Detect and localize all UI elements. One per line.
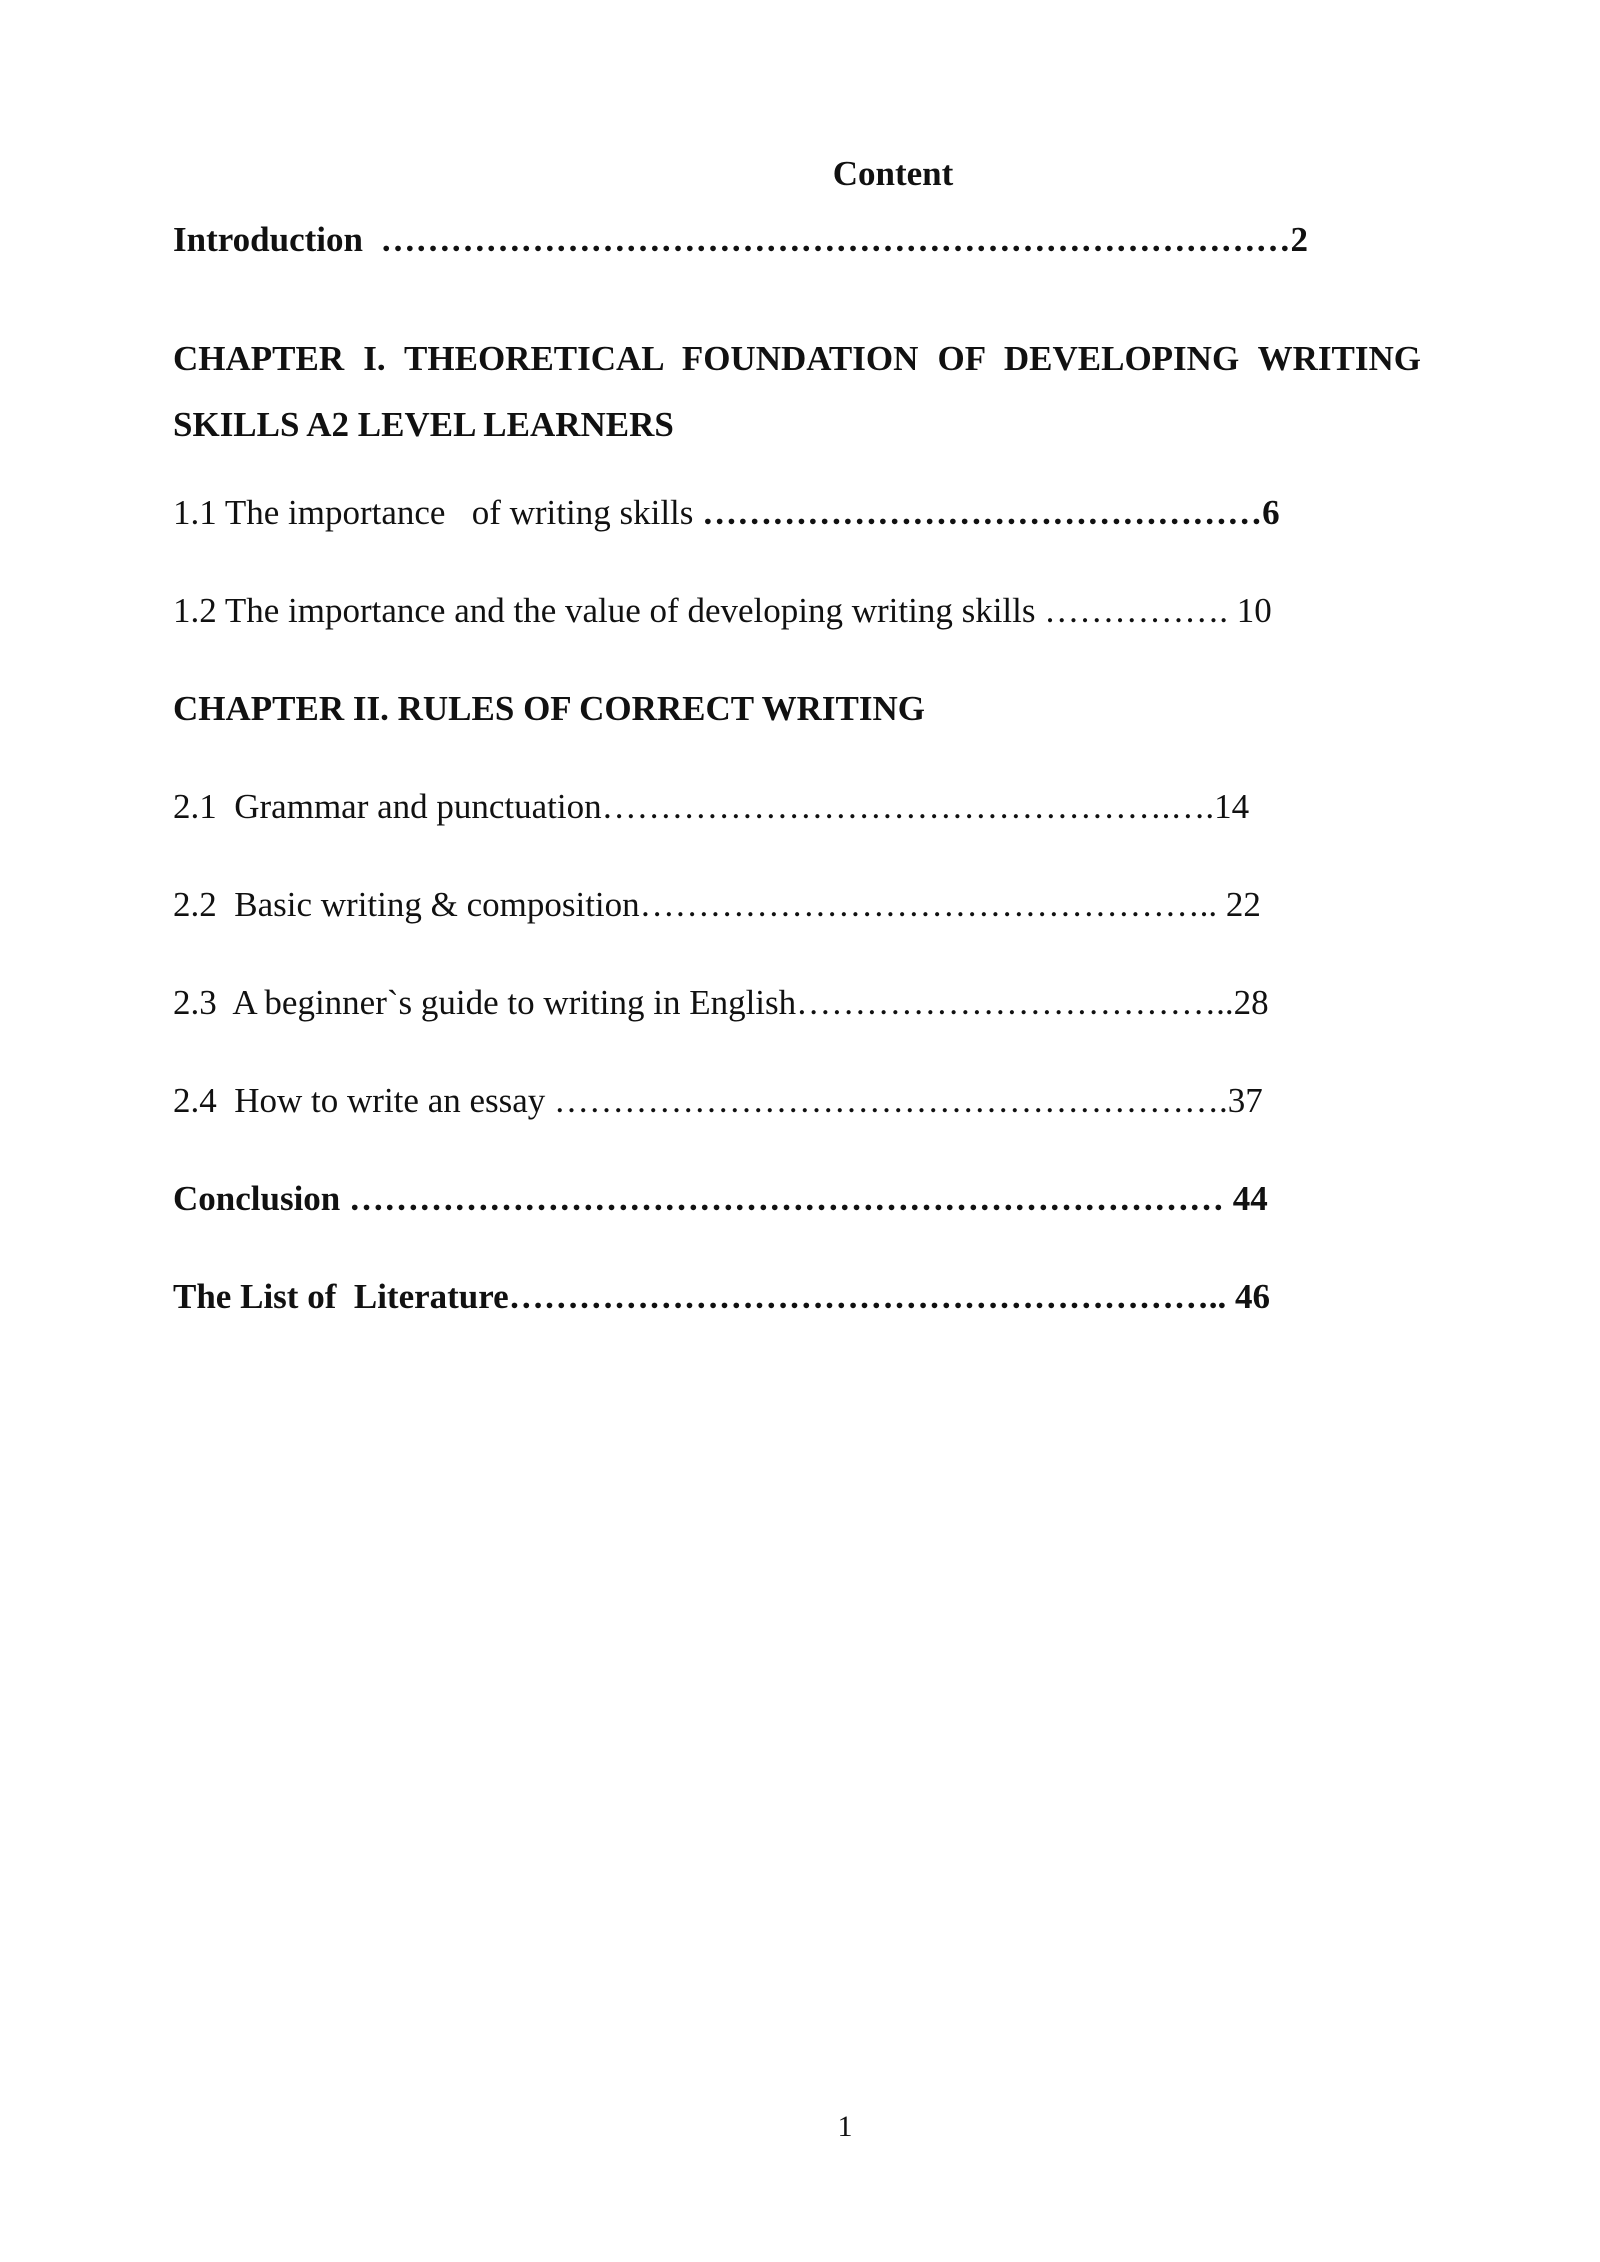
toc-entry-2-2: 2.2 Basic writing & composition………………………………………….. 22 xyxy=(173,885,1261,924)
toc-entry-1-1 xyxy=(173,489,1280,537)
toc-entry-2-1: 2.1 Grammar and punctuation………………………………………….….14 xyxy=(173,787,1250,826)
toc-entry-2-3: 2.3 A beginner`s guide to writing in English………………………………..28 xyxy=(173,983,1269,1022)
chapter-1-heading: CHAPTER I. THEORETICAL FOUNDATION OF DEVELOPING WRITING SKILLS A2 LEVEL LEARNERS xyxy=(173,339,1421,444)
toc-entry-2-4: 2.4 How to write an essay ………………………………………………….37 xyxy=(173,1081,1263,1120)
toc-entry-conclusion: Conclusion ………………………………………………………………… 44 xyxy=(173,1179,1268,1218)
chapter-2-heading: CHAPTER II. RULES OF CORRECT WRITING xyxy=(173,689,925,728)
toc-entry-leader: …………………………………………6 xyxy=(702,493,1280,532)
toc-entry-literature: The List of Literature…………………………………………………….. 46 xyxy=(173,1277,1270,1316)
toc-entry-label: 1.1 The importance of writing skills xyxy=(173,493,703,532)
toc-entry-introduction xyxy=(173,216,1308,264)
toc-title: Content xyxy=(832,154,954,193)
toc-entry-label: Introduction xyxy=(173,220,363,259)
page-number: 1 xyxy=(837,2110,853,2143)
toc-entry-1-2: 1.2 The importance and the value of developing writing skills ……………. 10 xyxy=(173,591,1272,630)
toc-entry-leader: ……………………………………………………………………2 xyxy=(362,220,1308,259)
